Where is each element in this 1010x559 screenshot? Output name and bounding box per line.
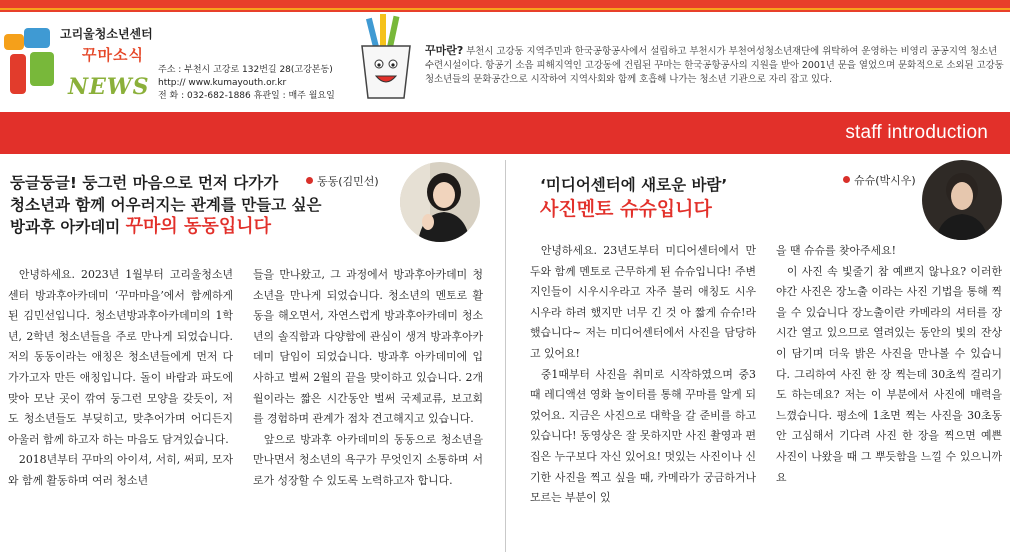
bullet-dot-icon: [306, 177, 313, 184]
news-word: NEWS: [68, 74, 150, 100]
pencil-cup-mascot-icon: [356, 14, 416, 100]
section-band: [0, 112, 1010, 154]
address-text: 주소 : 부천시 고강로 132번길 28(고강본동): [158, 65, 333, 75]
left-col1-paragraph-2: 2018년부터 꾸마의 아이셔, 서히, 써피, 모자와 함께 활동하며 여러 청소년: [8, 453, 233, 487]
kuma-logo: [4, 24, 62, 100]
contact-info: [158, 64, 335, 103]
left-col1-paragraph-1: 안녕하세요. 2023년 1월부터 고리울청소년센터 방과후아카데미 ‘꾸마마을’에서 함께하게 된 김민선입니다. 청소년방과후아카데미의 1학년, 2학년 청소년들을 주로 만나게 되었습니다. 저의 동동이라는 애칭은 청소년들에게 먼저 다가가고자 만든 애칭입니다. 돌이 바람과 파도에 맞아 모난 곳이 깎여 둥그런 모양을 갖듯이, 저도 청소년들도 부딪히고, 맞추어가며 어디든지 아울러 함께 하고자 하는 마음도 담겨있습니다.: [8, 268, 233, 446]
left-headline-line2: 청소년과 함께 어우러지는 관계를 만들고 싶은: [10, 196, 322, 214]
left-headline-line1: 둥글둥글! 둥그런 마음으로 먼저 다가가: [10, 174, 279, 192]
phone-text: 전 화 : 032-682-1886 휴관일 : 매주 월요일: [158, 91, 335, 101]
top-color-strip: [0, 0, 1010, 12]
newsletter-name: 꾸마소식: [82, 46, 144, 64]
left-article-column-2: [253, 265, 483, 492]
right-article-column-1: [530, 241, 756, 509]
section-title: staff introduction: [845, 122, 988, 143]
right-nickname-text: 슈슈(박시우): [854, 174, 916, 187]
left-staff-photo: [400, 162, 480, 242]
website-link[interactable]: http:// www.kumayouth.or.kr: [158, 78, 287, 88]
left-nickname: [306, 173, 379, 189]
right-col2-paragraph-1: 을 땐 슈슈를 찾아주세요!: [776, 244, 896, 257]
left-col2-paragraph-1: 들을 만나왔고, 그 과정에서 방과후아카데미 청소년을 만나게 되었습니다. 청소년의 멘토로 활동을 해오면서, 자연스럽게 방과후아카데미 청소년의 솔직함과 다양함에 관심이 생겨 방과후아카데미 담임이 되었습니다. 방과후 아카데미에 입사하고 벌써 2월의 끝을 맞이하고 있습니다. 2개월이라는 짧은 시간동안 벌써 국제교류, 보고회를 경험하며 관계가 점차 견고해지고 있습니다.: [253, 268, 483, 426]
left-headline-line3-prefix: 방과후 아카데미: [10, 218, 126, 236]
left-nickname-text: 동동(김민선): [317, 175, 379, 188]
right-col1-paragraph-1: 안녕하세요. 23년도부터 미디어센터에서 만두와 함께 멘토로 근무하게 된 슈슈입니다! 주변 지인들이 시우시우라고 자주 불러 애칭도 시우시우라 하려 했지만 너무 긴 것 아 짧게 슈슈!라 했습니다~ 저는 미디어센터에서 사진을 담당하고 있어요!: [530, 244, 756, 360]
right-nickname: [843, 172, 916, 188]
right-article-column-2: [776, 241, 1002, 488]
bullet-dot-icon: [843, 176, 850, 183]
newsletter-masthead: [66, 44, 156, 104]
right-headline-line1: ‘미디어센터에 새로운 바람’: [540, 176, 728, 194]
right-headline: [540, 174, 727, 220]
kuma-introduction: [425, 44, 1005, 87]
right-col2-paragraph-2: 이 사진 속 빛줄기 참 예쁘지 않나요? 이러한 야간 사진은 장노출 이라는 사진 기법을 통해 찍을 수 있습니다 장노출이란 카메라의 셔터를 장시간 열고 있으므로 열려있는 동안의 빛의 잔상이 담기며 더욱 밝은 사진을 만나볼 수 있습니다. 그리하여 사진 한 장 찍는데 30초씩 걸리기도 하는데요? 저는 이 부분에서 사진에 매력을 느꼈습니다. 평소에 1초면 찍는 사진을 30초동안 고심해서 기다려 사진 한 장을 찍으면 예쁜 사진이 나왔을 때 그 뿌듯함을 느낄 수 있으니까요: [776, 264, 1002, 484]
column-divider: [505, 160, 506, 552]
left-headline-highlight: 꾸마의 동동입니다: [125, 216, 271, 237]
left-headline: [10, 172, 321, 238]
right-staff-photo: [922, 160, 1002, 240]
intro-text: 부천시 고강동 지역주민과 한국공항공사에서 설립하고 부천시가 부천여성청소년재단에 위탁하여 운영하는 비영리 공공지역 청소년수련시설이다. 항공기 소음 피해지역인 고강동에 건립된 꾸마는 한국공항공사의 지원을 받아 2001년 문을 열었으며 문화적으로 소외된 고강동청소년들의 문화공간으로 시작하여 지역사회와 함께 호흡해 나가는 청소년 기관으로 자리 잡고 있다.: [425, 46, 1004, 85]
right-col1-paragraph-2: 중1때부터 사진을 취미로 시작하였으며 중3때 레디액션 영화 놀이터를 통해 꾸마를 알게 되었어요. 지금은 사진으로 대학을 갈 준비를 하고 있습니다! 동영상은 잘 못하지만 사진 촬영과 편집은 누구보다 자신 있어요! 멋있는 사진이나 신기한 사진을 찍고 싶을 때, 카메라가 궁금하거나 모르는 부분이 있: [530, 367, 756, 505]
left-article-column-1: [8, 265, 233, 492]
right-headline-line2: 사진멘토 슈슈입니다: [540, 198, 712, 220]
center-name: 고리울청소년센터: [60, 27, 153, 41]
left-col2-paragraph-2: 앞으로 방과후 아카데미의 동동으로 청소년을 만나면서 청소년의 욕구가 무엇인지 소통하며 서로가 성장할 수 있도록 노력하고자 합니다.: [253, 432, 483, 487]
intro-lead: 꾸마란?: [425, 44, 464, 57]
